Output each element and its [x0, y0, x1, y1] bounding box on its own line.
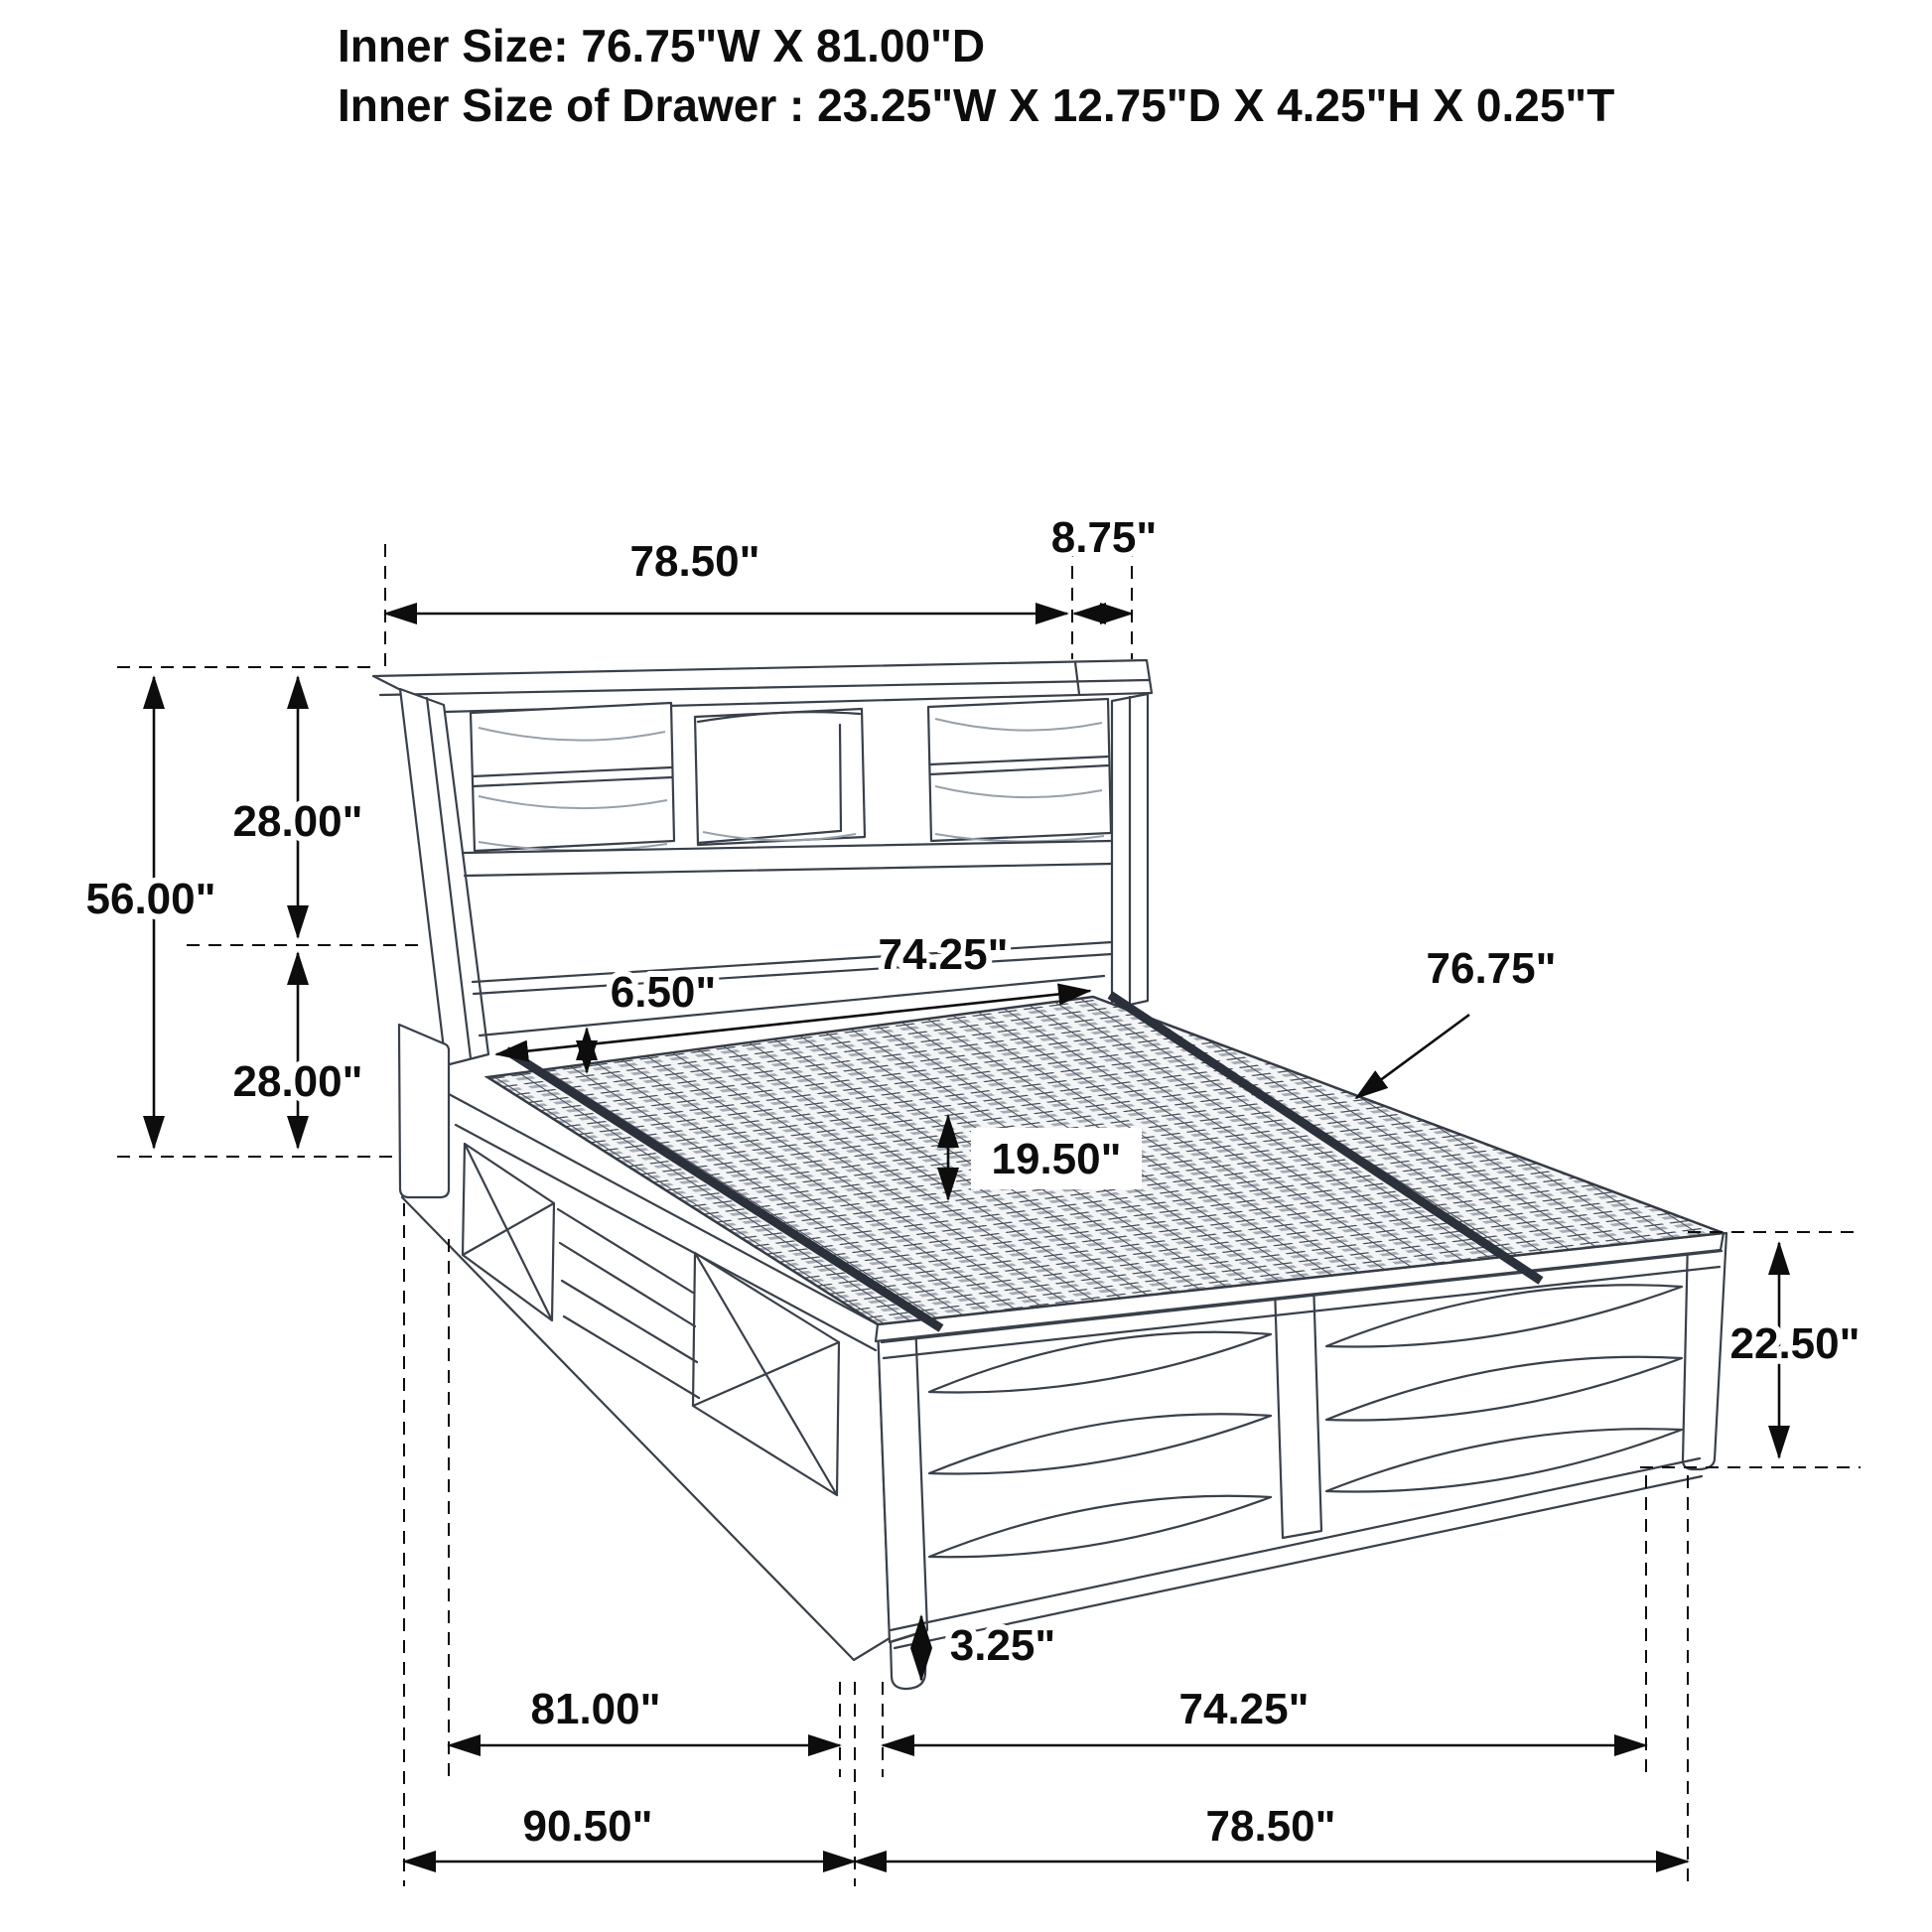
header-text [338, 20, 1614, 131]
label-foot-clearance: 3.25" [949, 1621, 1056, 1670]
label-footboard-inner-width: 74.25" [1178, 1685, 1310, 1733]
label-slat-rail-length: 76.75" [1426, 944, 1557, 993]
label-side-rail-length: 81.00" [530, 1685, 661, 1733]
label-inner-width: 74.25" [878, 930, 1009, 979]
arrow-slat-rail-pointer [1356, 1015, 1469, 1098]
header-line-2: Inner Size of Drawer : 23.25"W X 12.75"D X 4.25"H X 0.25"T [338, 79, 1615, 131]
label-headboard-height: 56.00" [85, 875, 216, 923]
label-headboard-width: 78.50" [629, 537, 760, 586]
footboard-center-stile [1275, 1281, 1321, 1538]
header-line-1: Inner Size: 76.75"W X 81.00"D [338, 20, 986, 71]
label-headboard-side-depth: 8.75" [1050, 513, 1158, 562]
label-overall-width: 78.50" [1205, 1802, 1336, 1851]
label-slat-spacing: 19.50" [991, 1135, 1122, 1183]
footboard-right-drawer-curves [1326, 1285, 1682, 1491]
label-footboard-height: 22.50" [1729, 1319, 1861, 1368]
headboard-left-shelf [471, 703, 674, 851]
side-head-column [399, 1025, 449, 1197]
label-headboard-upper: 28.00" [232, 797, 363, 846]
label-slat-gap: 6.50" [610, 968, 717, 1017]
label-headboard-lower: 28.00" [232, 1057, 363, 1106]
label-overall-length: 90.50" [522, 1802, 653, 1851]
footboard-left-drawer-curves [929, 1332, 1271, 1558]
